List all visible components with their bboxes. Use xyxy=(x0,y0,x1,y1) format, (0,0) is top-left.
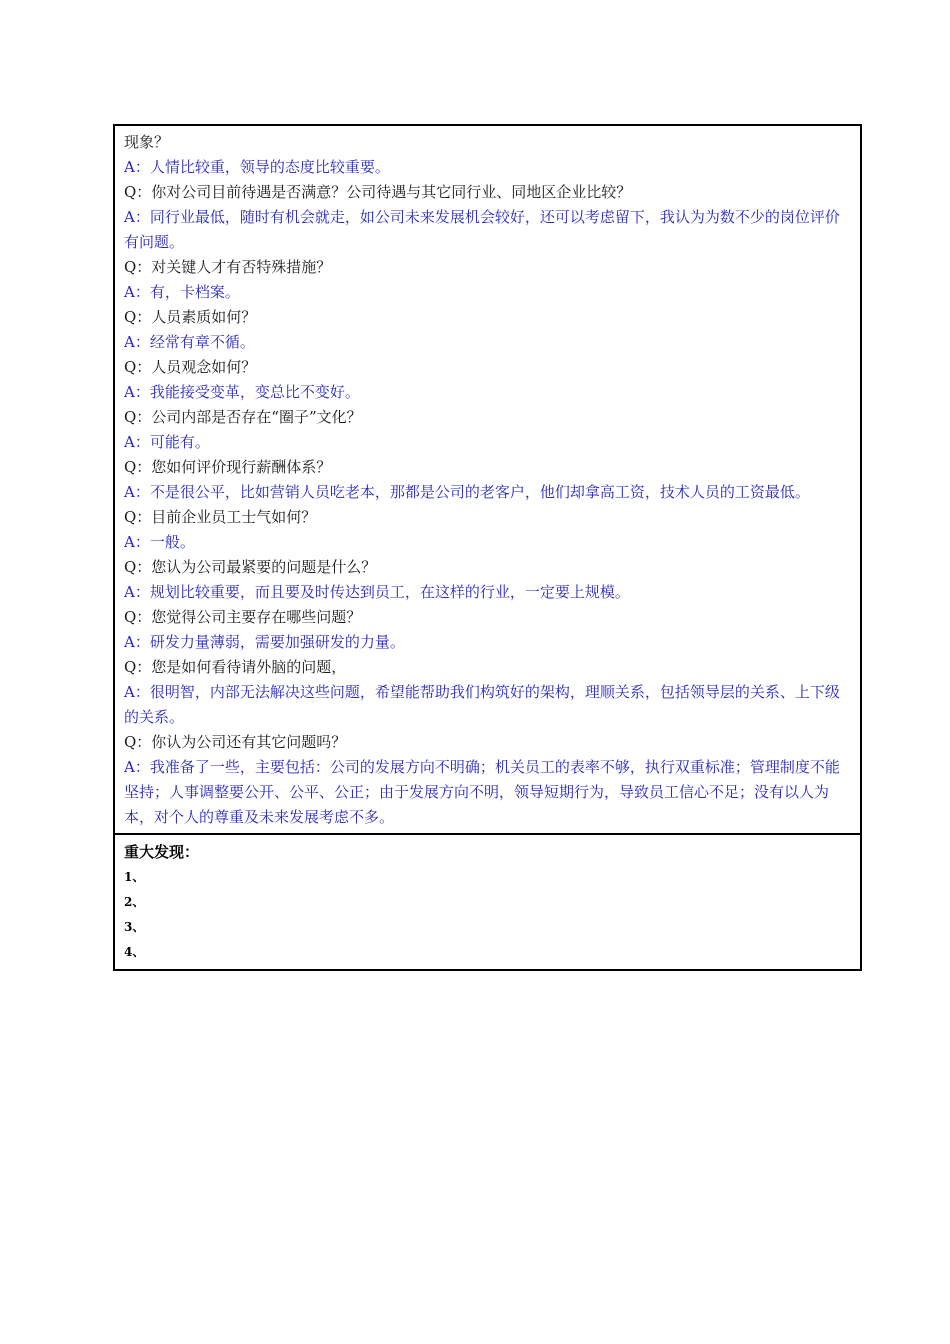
answer-text: A：一般。 xyxy=(124,533,195,551)
question-text: Q：公司内部是否存在“圈子”文化？ xyxy=(124,408,362,426)
findings-cell xyxy=(115,835,860,969)
answer-text: A：同行业最低，随时有机会就走，如公司未来发展机会较好，还可以考虑留下，我认为为数不少的岗位评价有问题。 xyxy=(124,208,840,251)
answer-text: A：很明智，内部无法解决这些问题，希望能帮助我们构筑好的架构，理顺关系，包括领导层的关系、上下级的关系。 xyxy=(124,683,840,726)
answer-text: A：规划比较重要，而且要及时传达到员工，在这样的行业，一定要上规模。 xyxy=(124,583,630,601)
findings-title: 重大发现： xyxy=(124,843,200,861)
question-text: Q：人员素质如何？ xyxy=(124,308,257,326)
question-text: Q：您认为公司最紧要的问题是什么？ xyxy=(124,558,377,576)
question-text: Q：您觉得公司主要存在哪些问题？ xyxy=(124,608,362,626)
question-text: Q：对关键人才有否特殊措施？ xyxy=(124,258,332,276)
question-text: Q：目前企业员工士气如何？ xyxy=(124,508,317,526)
answer-text: A：不是很公平，比如营销人员吃老本，那都是公司的老客户，他们却拿高工资，技术人员的工资最低。 xyxy=(124,483,810,501)
answer-text: A：研发力量薄弱，需要加强研发的力量。 xyxy=(124,633,405,651)
question-text: Q：你对公司目前待遇是否满意？公司待遇与其它同行业、同地区企业比较？ xyxy=(124,183,632,201)
finding-item: 1、 xyxy=(124,870,145,884)
answer-text: A：我准备了一些，主要包括：公司的发展方向不明确；机关员工的表率不够，执行双重标准；管理制度不能坚持；人事调整要公开、公平、公正；由于发展方向不明，领导短期行为，导致员工信心不足；没有以人为本，对个人的尊重及未来发展考虑不多。 xyxy=(124,758,840,826)
question-text: 现象？ xyxy=(124,133,170,151)
qa-cell xyxy=(115,126,860,835)
answer-text: A：有，卡档案。 xyxy=(124,283,240,301)
answer-text: A：人情比较重，领导的态度比较重要。 xyxy=(124,158,390,176)
answer-text: A：我能接受变革，变总比不变好。 xyxy=(124,383,360,401)
interview-table xyxy=(113,124,862,971)
finding-item: 4、 xyxy=(124,945,145,959)
question-text: Q：人员观念如何？ xyxy=(124,358,257,376)
question-text: Q：您是如何看待请外脑的问题， xyxy=(124,658,347,676)
answer-text: A：可能有。 xyxy=(124,433,210,451)
answer-text: A：经常有章不循。 xyxy=(124,333,255,351)
question-text: Q：您如何评价现行薪酬体系？ xyxy=(124,458,332,476)
finding-item: 3、 xyxy=(124,920,145,934)
question-text: Q：你认为公司还有其它问题吗？ xyxy=(124,733,347,751)
finding-item: 2、 xyxy=(124,895,145,909)
